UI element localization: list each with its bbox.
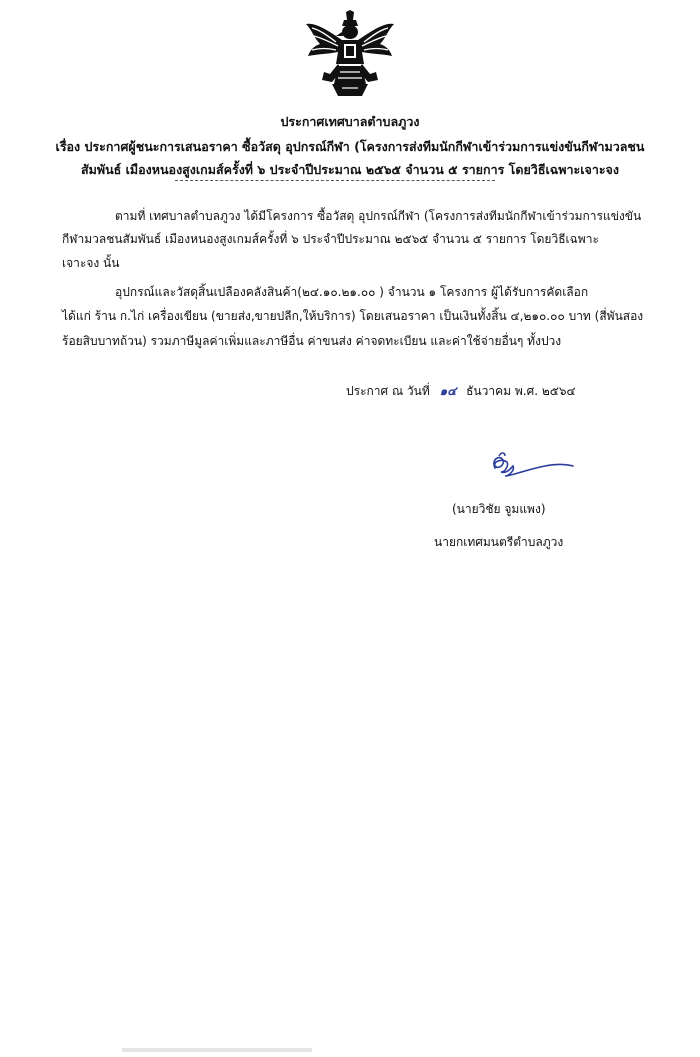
date-prefix: ประกาศ ณ วันที่ [346,384,430,398]
signature-image [485,450,575,482]
subject-line-1: เรื่อง ประกาศผู้ชนะการเสนอราคา ซื้อวัสดุ อุปกรณ์กีฬา (โครงการส่งทีมนักกีฬาเข้าร่วมการแข่งขันกีฬามวลชน [55,139,645,154]
subject-line-2: สัมพันธ์ เมืองหนองสูงเกมส์ครั้งที่ ๖ ประจำปีประมาณ ๒๕๖๕ จำนวน ๕ รายการ โดยวิธีเฉพาะเจาะจง [81,162,619,177]
signer-title: นายกเทศมนตรีตำบลภูวง [434,535,564,549]
footer-smudge [122,1046,312,1054]
announcement-date [346,382,576,401]
signer-name: (นายวิชัย จูมแพง) [452,502,546,516]
paragraph-2-line-3: ร้อยสิบบาทถ้วน) รวมภาษีมูลค่าเพิ่มและภาษีอื่น ค่าขนส่ง ค่าจดทะเบียน และค่าใช้จ่ายอื่นๆ ทั้งปวง [62,334,562,348]
divider [175,180,495,181]
date-day: ๑๔ [439,384,457,398]
garuda-emblem-icon [302,10,398,98]
announcement-title: ประกาศเทศบาลตำบลภูวง [280,114,420,129]
paragraph-1-line-3: เจาะจง นั้น [62,256,120,270]
paragraph-2-line-2: ได้แก่ ร้าน ก.ไก่ เครื่องเขียน (ขายส่ง,ขายปลีก,ให้บริการ) โดยเสนอราคา เป็นเงินทั้งสิ้น ๔,๒๑๐.๐๐ บาท (สี่พันสอง [62,309,644,323]
paragraph-1-line-2: กีฬามวลชนสัมพันธ์ เมืองหนองสูงเกมส์ครั้งที่ ๖ ประจำปีประมาณ ๒๕๖๕ จำนวน ๕ รายการ โดยวิธีเฉพาะ [62,232,599,246]
date-suffix: ธันวาคม พ.ศ. ๒๕๖๔ [466,384,576,398]
paragraph-2-line-1: อุปกรณ์และวัสดุสิ้นเปลืองคลังสินค้า(๒๔.๑๐.๒๑.๐๐ ) จำนวน ๑ โครงการ ผู้ได้รับการคัดเลือก [115,285,589,299]
paragraph-1-line-1: ตามที่ เทศบาลตำบลภูวง ได้มีโครงการ ซื้อวัสดุ อุปกรณ์กีฬา (โครงการส่งทีมนักกีฬาเข้าร่วมการแข่งขัน [115,209,642,223]
